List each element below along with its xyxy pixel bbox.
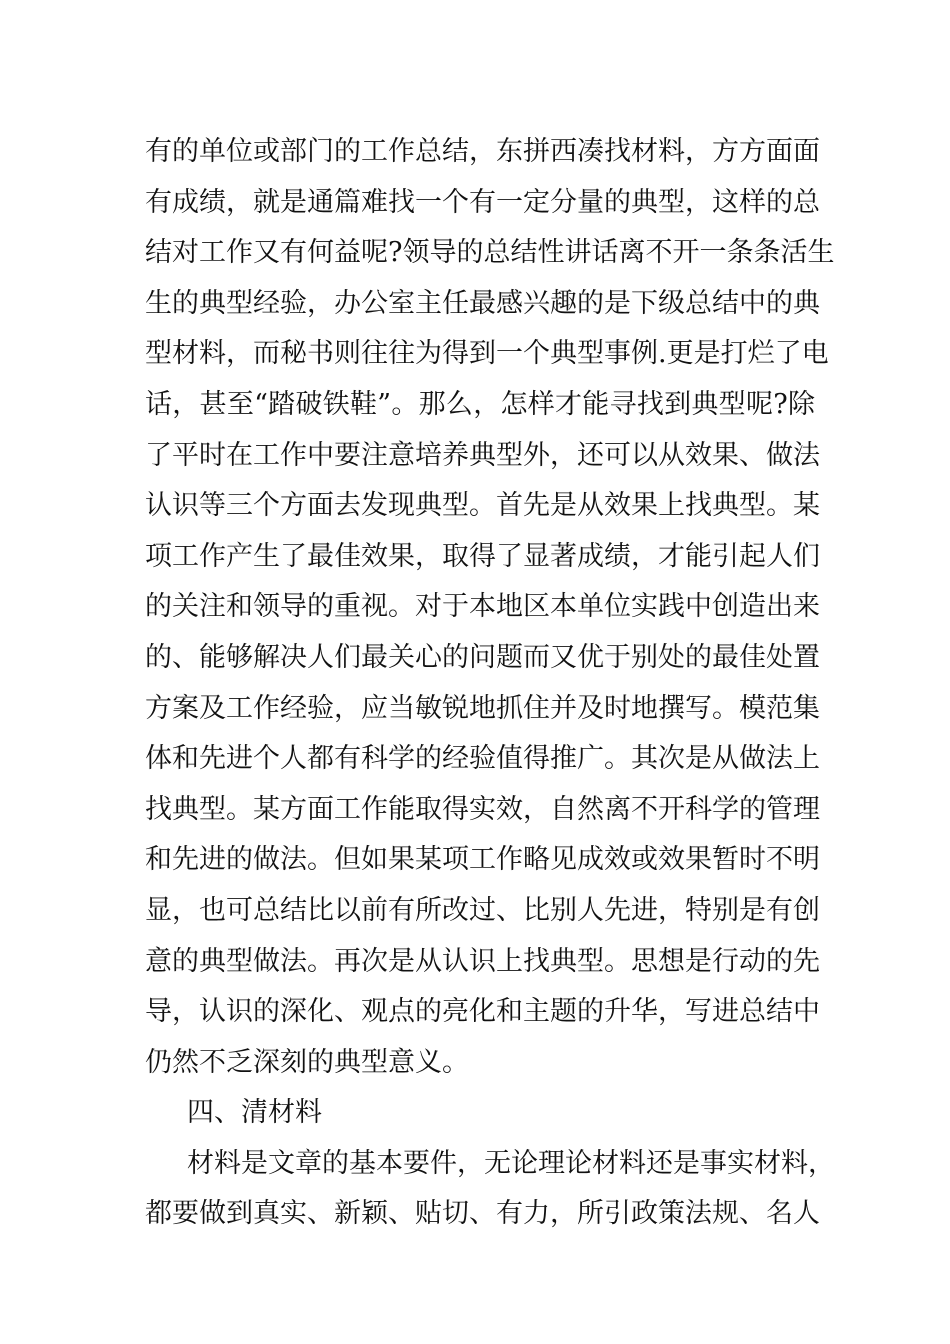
- paragraph-line: 体和先进个人都有科学的经验值得推广。其次是从做法上: [145, 743, 820, 775]
- paragraph-line: 了平时在工作中要注意培养典型外，还可以从效果、做法: [145, 439, 820, 471]
- paragraph-line: 项工作产生了最佳效果，取得了显著成绩，才能引起人们: [145, 540, 820, 572]
- paragraph-last-line: 仍然不乏深刻的典型意义。: [145, 1046, 469, 1078]
- paragraph-line: 的关注和领导的重视。对于本地区本单位实践中创造出来: [145, 591, 820, 623]
- paragraph-line: 导，认识的深化、观点的亮化和主题的升华，写进总结中: [145, 996, 820, 1028]
- paragraph-line: 的、能够解决人们最关心的问题而又优于别处的最佳处置: [145, 641, 820, 673]
- body-text: [145, 127, 835, 1240]
- paragraph-line: 话，甚至“踏破铁鞋”。那么，怎样才能寻找到典型呢?除: [145, 388, 815, 420]
- paragraph-line: 显，也可总结比以前有所改过、比别人先进，特别是有创: [145, 894, 820, 926]
- paragraph-line: 型材料，而秘书则往往为得到一个典型事例.更是打烂了电: [145, 338, 829, 370]
- paragraph-line: 结对工作又有何益呢?领导的总结性讲话离不开一条条活生: [145, 237, 835, 269]
- paragraph-line: 都要做到真实、新颖、贴切、有力，所引政策法规、名人: [145, 1198, 820, 1230]
- paragraph-line: 有成绩，就是通篇难找一个有一定分量的典型，这样的总: [145, 186, 820, 218]
- paragraph-first-line: 材料是文章的基本要件，无论理论材料还是事实材料，: [187, 1147, 835, 1179]
- paragraph-line: 意的典型做法。再次是从认识上找典型。思想是行动的先: [145, 945, 820, 977]
- paragraph-line: 方案及工作经验，应当敏锐地抓住并及时地撰写。模范集: [145, 692, 820, 724]
- section-heading: 四、清材料: [187, 1097, 322, 1129]
- paragraph-line: 有的单位或部门的工作总结，东拼西凑找材料，方方面面: [145, 136, 820, 167]
- paragraph-line: 找典型。某方面工作能取得实效，自然离不开科学的管理: [145, 793, 820, 825]
- paragraph-line: 和先进的做法。但如果某项工作略见成效或效果暂时不明: [145, 844, 820, 876]
- paragraph-line: 认识等三个方面去发现典型。首先是从效果上找典型。某: [145, 490, 820, 522]
- paragraph-line: 生的典型经验，办公室主任最感兴趣的是下级总结中的典: [145, 287, 820, 319]
